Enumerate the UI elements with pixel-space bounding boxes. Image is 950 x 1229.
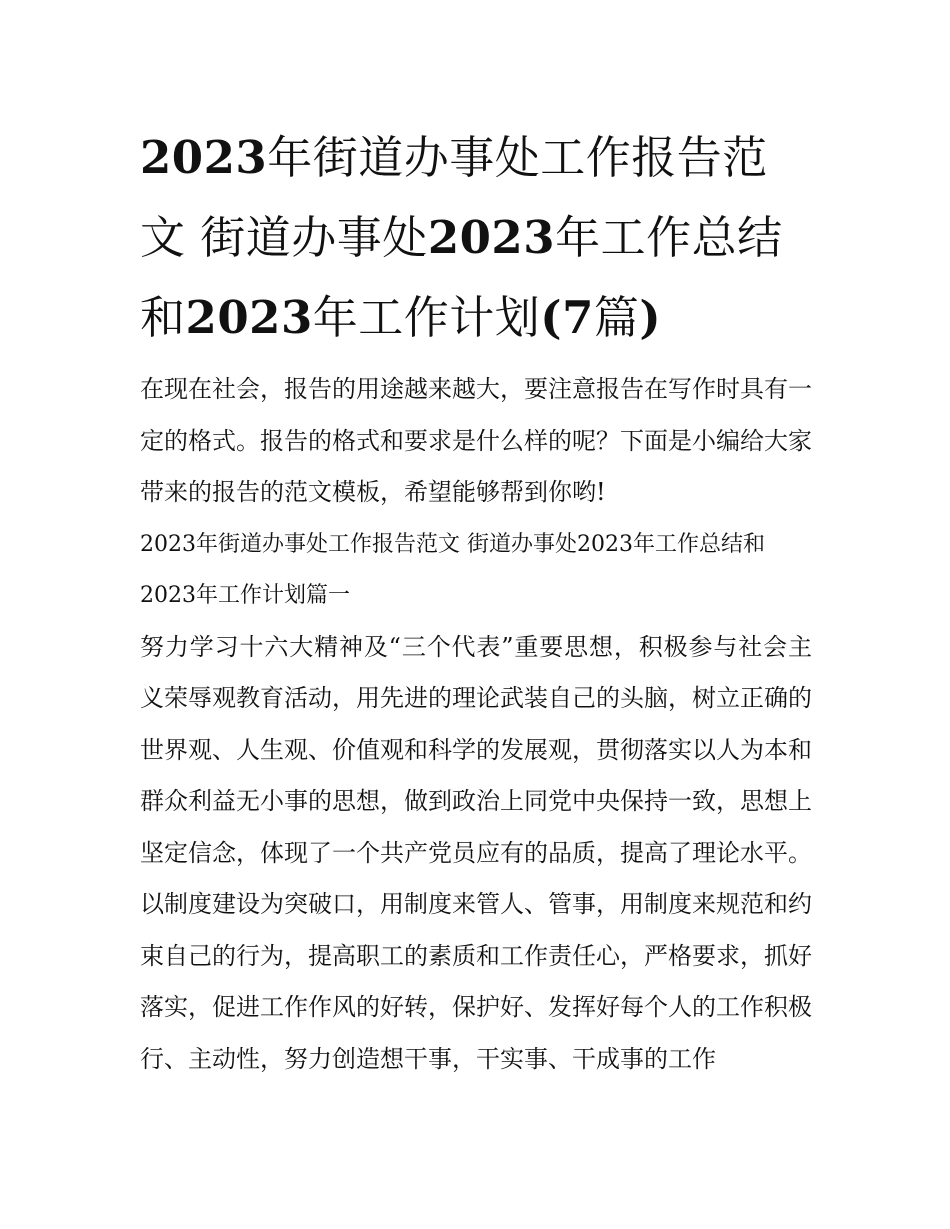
title-part: 2023 (185, 291, 313, 344)
title-part: 年街道办事处工作报告范文 街道办事处 (140, 131, 768, 264)
document-title (140, 118, 812, 358)
title-part: 2023 (140, 131, 268, 184)
title-part: 2023 (427, 211, 556, 264)
title-part: ) (639, 291, 662, 344)
title-part: 篇 (593, 291, 640, 344)
section-heading: 2023年街道办事处工作报告范文 街道办事处2023年工作总结和2023年工作计划篇一 (140, 531, 765, 608)
title-part: 年工作总结和 (140, 211, 783, 344)
title-part: 年工作计划 (312, 291, 541, 344)
intro-paragraph: 在现在社会，报告的用途越来越大，要注意报告在写作时具有一定的格式。报告的格式和要求是什么样的呢？下面是小编给大家带来的报告的范文模板，希望能够帮到你哟! (140, 375, 812, 506)
body-paragraph: 以制度建设为突破口，用制度来管人、管事，用制度来规范和约束自己的行为，提高职工的素质和工作责任心，严格要求，抓好落实，促进工作作风的好转，保护好、发挥好每个人的工作积极行、主动性，努力创造想干事，干实事、干成事的工作 (140, 890, 812, 1073)
title-part: (7 (540, 291, 594, 344)
document-page (140, 118, 812, 1085)
body-paragraph: 努力学习十六大精神及“三个代表”重要思想，积极参与社会主义荣辱观教育活动，用先进的理论武装自己的头脑，树立正确的世界观、人生观、价值观和科学的发展观，贯彻落实以人为本和群众利益无小事的思想，做到政治上同党中央保持一致，思想上坚定信念，体现了一个共产党员应有的品质，提高了理论水平。 (140, 632, 812, 867)
